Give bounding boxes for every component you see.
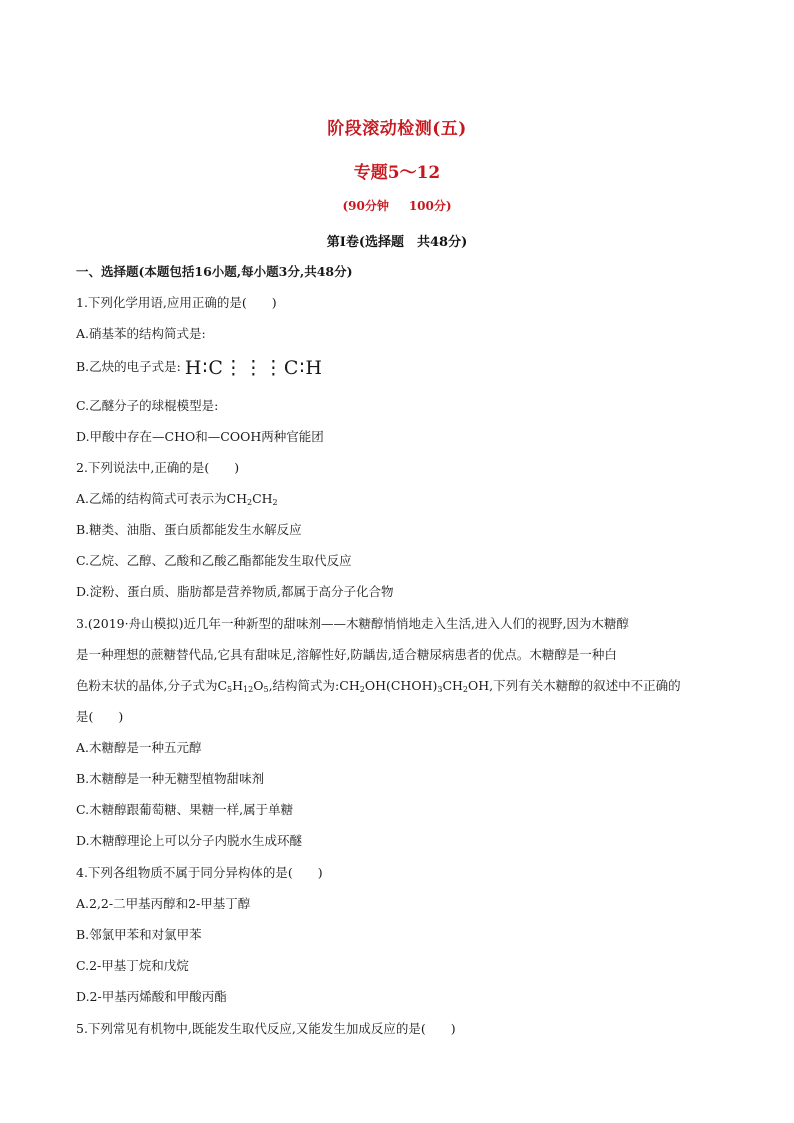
q1-option-a: A.硝基苯的结构简式是: [76, 326, 206, 341]
q1-option-b [76, 358, 323, 377]
time-limit: (90分钟 [342, 199, 389, 213]
time-score-info [0, 197, 794, 214]
q3-l3-g: OH,下列有关木糖醇的叙述中不正确的 [468, 678, 681, 693]
q3-l3-s5: 3 [437, 685, 443, 694]
q3-l3-c: O [253, 678, 264, 693]
q2-option-b: B.糖类、油脂、蛋白质都能发生水解反应 [76, 522, 302, 537]
total-score: 100分) [408, 199, 452, 213]
section-header: 第Ⅰ卷(选择题 共48分) [326, 235, 468, 250]
q3-l3-b: H [232, 678, 244, 693]
q2-option-c: C.乙烷、乙醇、乙酸和乙酸乙酯都能发生取代反应 [76, 553, 352, 568]
q3-option-a: A.木糖醇是一种五元醇 [76, 740, 202, 755]
q3-option-d: D.木糖醇理论上可以分子内脱水生成环醚 [76, 833, 303, 848]
q3-stem-line1: 3.(2019·舟山模拟)近几年一种新型的甜味剂——木糖醇悄悄地走入生活,进入人们的视野,因为木糖醇 [76, 616, 629, 631]
q3-option-c: C.木糖醇跟葡萄糖、果糖一样,属于单糖 [76, 802, 294, 817]
q3-l3-s4: 2 [359, 685, 365, 694]
q3-l3-s1: 5 [227, 685, 233, 694]
q3-stem-line2: 是一种理想的蔗糖替代品,它具有甜味足,溶解性好,防龋齿,适合糖尿病患者的优点。木糖醇是一种白 [76, 647, 617, 662]
q4-option-c: C.2-甲基丁烷和戊烷 [76, 958, 189, 973]
document-title: 阶段滚动检测(五) [327, 119, 467, 139]
q3-l3-d: ,结构简式为:CH [268, 678, 360, 693]
q1-option-b-text: B.乙炔的电子式是: [76, 359, 181, 374]
q2-a-sub2: 2 [272, 498, 278, 507]
q4-stem: 4.下列各组物质不属于同分异构体的是( ) [76, 865, 323, 880]
q2-a-text2: CH [252, 491, 273, 506]
acetylene-electron-formula: H∶C⋮⋮⋮C∶H [184, 357, 323, 379]
q3-l3-s2: 12 [243, 685, 254, 694]
q4-option-b: B.邻氯甲苯和对氯甲苯 [76, 927, 202, 942]
q4-option-d: D.2-甲基丙烯酸和甲酸丙酯 [76, 989, 227, 1004]
document-subtitle: 专题5～12 [353, 163, 441, 183]
q3-l3-f: CH [442, 678, 463, 693]
q3-stem-line4: 是( ) [76, 709, 124, 724]
q4-option-a: A.2,2-二甲基丙醇和2-甲基丁醇 [76, 896, 251, 911]
q3-l3-a: 色粉末状的晶体,分子式为C [76, 678, 228, 693]
q2-a-sub1: 2 [246, 498, 253, 507]
q2-option-d: D.淀粉、蛋白质、脂肪都是营养物质,都属于高分子化合物 [76, 584, 394, 599]
q1-option-c: C.乙醚分子的球棍模型是: [76, 398, 219, 413]
q3-l3-s3: 5 [263, 685, 269, 694]
q1-stem: 1.下列化学用语,应用正确的是( ) [76, 295, 277, 310]
part1-heading: 一、选择题(本题包括16小题,每小题3分,共48分) [76, 264, 353, 279]
q3-l3-s6: 2 [462, 685, 469, 694]
q3-option-b: B.木糖醇是一种无糖型植物甜味剂 [76, 771, 265, 786]
q2-stem: 2.下列说法中,正确的是( ) [76, 460, 240, 475]
q3-stem-line3 [76, 677, 681, 695]
q2-a-text: A.乙烯的结构简式可表示为CH [76, 491, 247, 506]
q3-l3-e: OH(CHOH) [364, 678, 438, 693]
q1-option-d: D.甲酸中存在—CHO和—COOH两种官能团 [76, 429, 324, 444]
q5-stem: 5.下列常见有机物中,既能发生取代反应,又能发生加成反应的是( ) [76, 1021, 456, 1036]
q2-option-a [76, 490, 278, 508]
